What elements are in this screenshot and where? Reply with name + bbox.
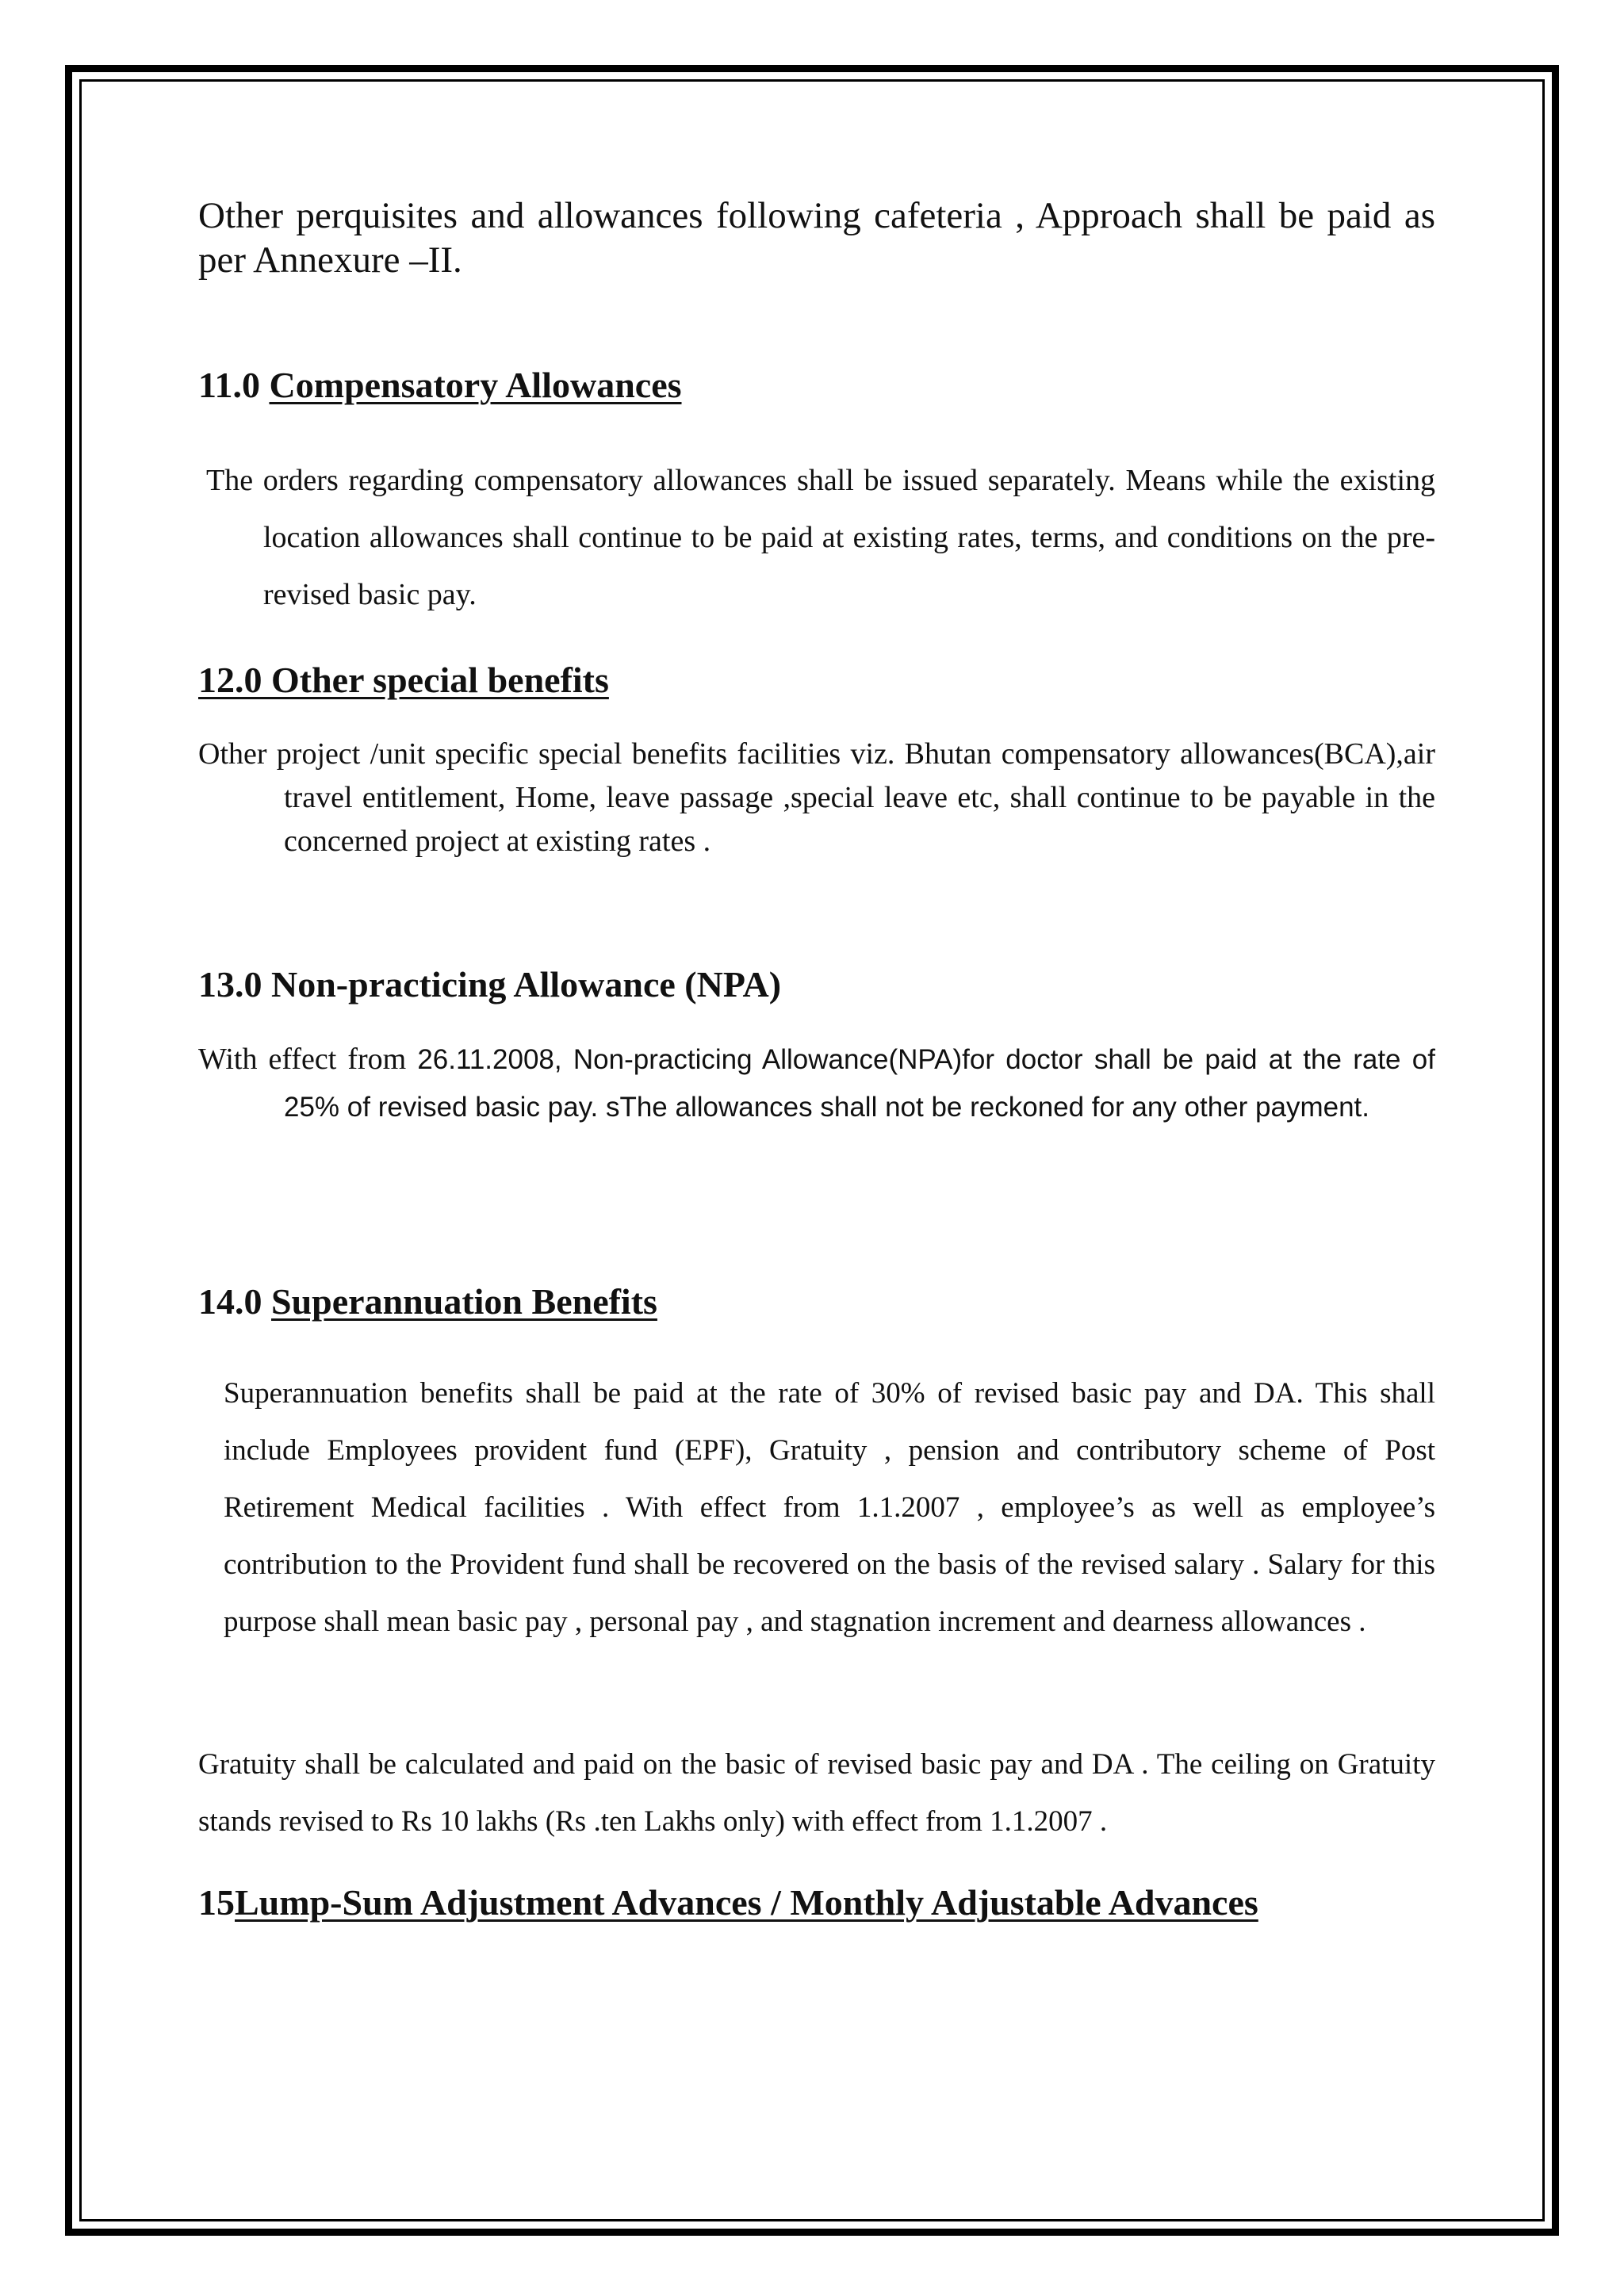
section-11-body bbox=[197, 452, 1435, 623]
section-13-body-text: 26.11.2008, Non-practicing Allowance(NPA)for doctor shall be paid at the rate of 25% of revised basic pay. sThe allowances shall not be reckoned for any other payment. bbox=[284, 1044, 1435, 1123]
section-14-number: 14.0 bbox=[198, 1281, 271, 1322]
section-14-body-text: Superannuation benefits shall be paid at the rate of 30% of revised basic pay and DA. This shall include Employees provident fund (EPF), Gratuity , pension and contributory scheme of Post Retirement Medical facilities . With effect from 1.1.2007 , employee’s as well as employee’s contribution to the Provident fund shall be recovered on the basis of the revised salary . Salary for this purpose shall mean basic pay , personal pay , and stagnation increment and dearness allowances . bbox=[224, 1377, 1435, 1638]
section-14-gratuity bbox=[198, 1736, 1435, 1850]
section-11-title: Compensatory Allowances bbox=[269, 365, 682, 405]
section-13-body-lead: With effect from bbox=[198, 1043, 418, 1076]
section-11-body-text: The orders regarding compensatory allowances shall be issued separately. Means while the existing location allowances shall continue to be paid at existing rates, terms, and conditions on the pre-revised basic pay. bbox=[206, 464, 1435, 611]
section-14-heading bbox=[198, 1280, 1435, 1324]
intro-paragraph bbox=[198, 193, 1435, 282]
section-14-gratuity-text: Gratuity shall be calculated and paid on the basic of revised basic pay and DA . The ceiling on Gratuity stands revised to Rs 10 lakhs (Rs .ten Lakhs only) with effect from 1.1.2007 . bbox=[198, 1748, 1435, 1838]
section-14-body bbox=[224, 1365, 1435, 1651]
section-11-number: 11.0 bbox=[198, 365, 270, 405]
section-11-heading bbox=[198, 363, 1435, 408]
section-15-heading bbox=[198, 1881, 1435, 1925]
section-12-body-text: Other project /unit specific special benefits facilities viz. Bhutan compensatory allowances(BCA),air travel entitlement, Home, leave passage ,special leave etc, shall continue to be payable in the concerned project at existing rates . bbox=[198, 737, 1435, 858]
section-15-number: 15 bbox=[198, 1882, 235, 1923]
intro-text: Other perquisites and allowances following cafeteria , Approach shall be paid as per Annexure –II. bbox=[198, 195, 1435, 281]
section-13-title: 13.0 Non-practicing Allowance (NPA) bbox=[198, 964, 782, 1004]
section-12-title: 12.0 Other special benefits bbox=[198, 660, 609, 700]
section-13-body bbox=[198, 1035, 1435, 1131]
section-13-heading bbox=[198, 962, 1435, 1007]
section-12-body bbox=[198, 733, 1435, 863]
section-12-heading bbox=[198, 658, 1435, 702]
section-14-title: Superannuation Benefits bbox=[271, 1281, 657, 1322]
section-15-title: Lump-Sum Adjustment Advances / Monthly Adjustable Advances bbox=[235, 1882, 1258, 1923]
